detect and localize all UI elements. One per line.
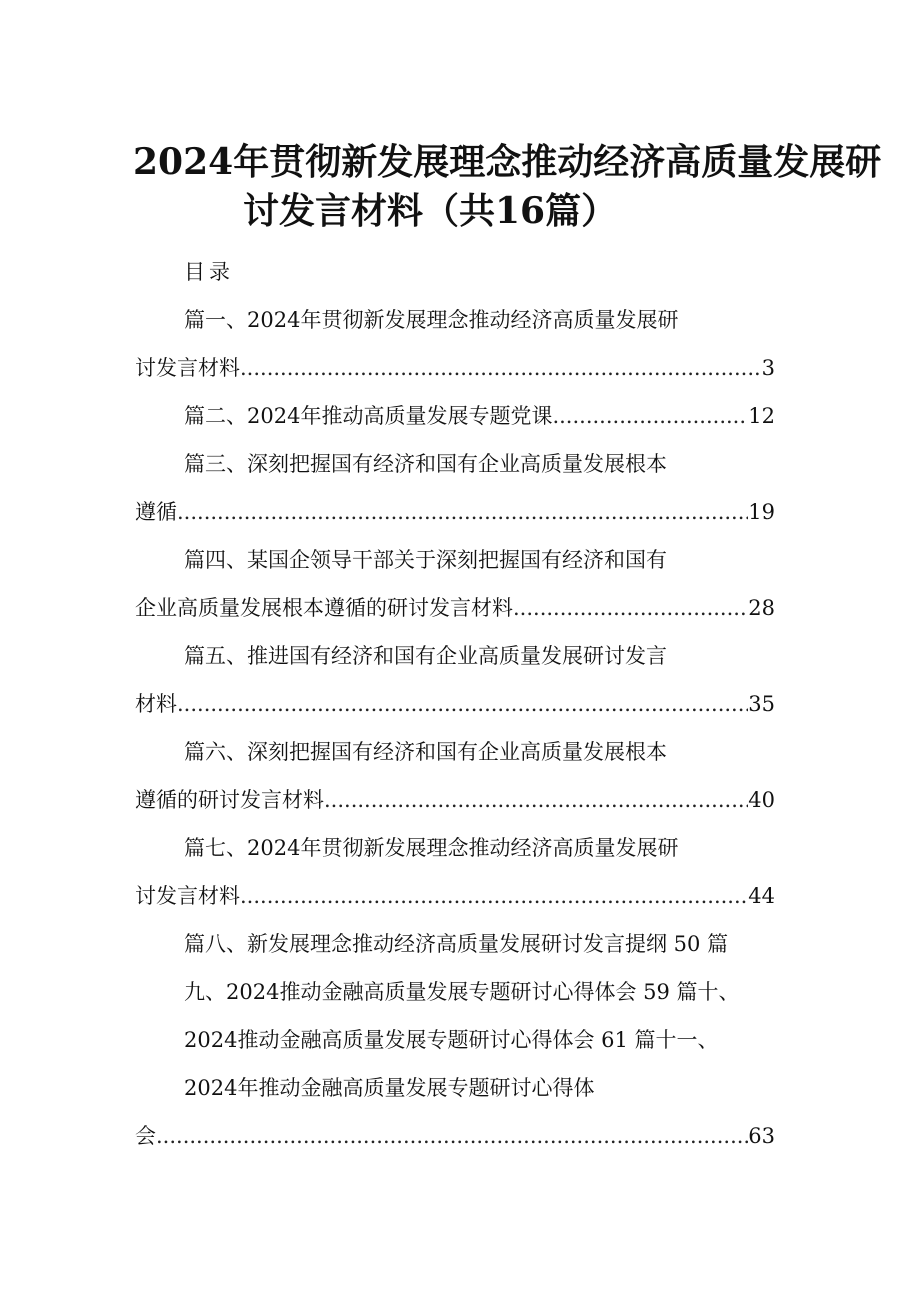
dot-leader bbox=[552, 401, 748, 431]
toc-entry-2-page: 12 bbox=[748, 404, 775, 428]
toc-entry-6[interactable] bbox=[135, 785, 775, 815]
toc-entry-3-lead: 篇三、深刻把握国有经济和国有企业高质量发展根本 bbox=[184, 452, 667, 476]
toc-entry-5-page: 35 bbox=[748, 692, 775, 716]
dot-leader bbox=[240, 353, 762, 383]
toc-entry-3[interactable] bbox=[135, 497, 775, 527]
toc-entry-8-line-4[interactable]: 2024年推动金融高质量发展专题研讨心得体 bbox=[184, 1076, 595, 1100]
toc-entry-4[interactable] bbox=[135, 593, 775, 623]
toc-entry-4-lead: 篇四、某国企领导干部关于深刻把握国有经济和国有 bbox=[184, 548, 667, 572]
toc-entry-8-line-2[interactable]: 九、2024推动金融高质量发展专题研讨心得体会 59 篇十、 bbox=[184, 980, 740, 1004]
toc-entry-5-cont: 材料 bbox=[135, 692, 177, 716]
toc-entry-6-lead: 篇六、深刻把握国有经济和国有企业高质量发展根本 bbox=[184, 740, 667, 764]
toc-entry-11-page: 63 bbox=[748, 1124, 775, 1148]
document-title-line-2: 讨发言材料（共16篇） bbox=[243, 190, 618, 232]
toc-entry-11-cont: 会 bbox=[135, 1124, 156, 1148]
toc-entry-8-line-1[interactable]: 篇八、新发展理念推动经济高质量发展研讨发言提纲 50 篇 bbox=[184, 932, 729, 956]
dot-leader bbox=[156, 1121, 748, 1151]
toc-entry-5[interactable] bbox=[135, 689, 775, 719]
toc-entry-7-lead: 篇七、2024年贯彻新发展理念推动经济高质量发展研 bbox=[184, 836, 679, 860]
toc-entry-1-page: 3 bbox=[761, 356, 775, 380]
toc-entry-1-cont: 讨发言材料 bbox=[135, 356, 240, 380]
dot-leader bbox=[177, 689, 748, 719]
toc-entry-3-page: 19 bbox=[748, 500, 775, 524]
toc-entry-4-page: 28 bbox=[748, 596, 775, 620]
dot-leader bbox=[513, 593, 748, 623]
toc-entry-7[interactable] bbox=[135, 881, 775, 911]
toc-entry-3-cont: 遵循 bbox=[135, 500, 177, 524]
toc-entry-5-lead: 篇五、推进国有经济和国有企业高质量发展研讨发言 bbox=[184, 644, 667, 668]
toc-heading: 目录 bbox=[184, 260, 234, 284]
toc-entry-7-page: 44 bbox=[748, 884, 775, 908]
toc-entry-8-line-3[interactable]: 2024推动金融高质量发展专题研讨心得体会 61 篇十一、 bbox=[184, 1028, 719, 1052]
toc-entry-11[interactable] bbox=[135, 1121, 775, 1151]
toc-entry-4-cont: 企业高质量发展根本遵循的研讨发言材料 bbox=[135, 596, 513, 620]
toc-entry-2-text: 篇二、2024年推动高质量发展专题党课 bbox=[184, 404, 553, 428]
toc-entry-7-cont: 讨发言材料 bbox=[135, 884, 240, 908]
dot-leader bbox=[240, 881, 748, 911]
dot-leader bbox=[324, 785, 748, 815]
toc-entry-6-page: 40 bbox=[748, 788, 775, 812]
dot-leader bbox=[177, 497, 748, 527]
toc-entry-2[interactable] bbox=[184, 401, 775, 431]
toc-entry-1-lead: 篇一、2024年贯彻新发展理念推动经济高质量发展研 bbox=[184, 308, 679, 332]
toc-entry-1[interactable] bbox=[135, 353, 775, 383]
toc-entry-6-cont: 遵循的研讨发言材料 bbox=[135, 788, 324, 812]
document-title-line-1: 2024年贯彻新发展理念推动经济高质量发展研 bbox=[133, 141, 882, 183]
